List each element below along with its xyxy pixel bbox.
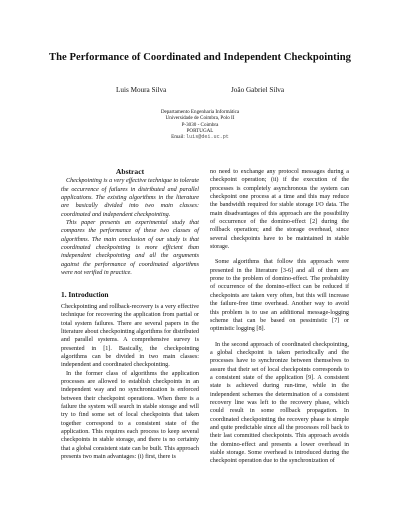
body-paragraph: In the former class of algorithms the application processes are allowed to establish checkpoints in an independent way and no synchronization is enforced between their checkpoint operations. When there is a failure the system will search in stable storage and will try to find some set of local checkpoints that taken together correspond to a consistent state of the application. This requires each process to keep several checkpoints in stable storage, and there is no certainty that a global consistent state can be built. This approach presents two main advantages: (i) first, there is [61,370,199,460]
email-line [0,134,400,140]
abstract-paragraph: This paper presents an experimental study that compares the performance of these two classes of algorithms. The main conclusion of our study is that coordinated checkpointing is more efficient than independent checkpointing and all the arguments against the performance of coordinated algorithms were not verified in practice. [61,220,199,277]
email-address[interactable]: luis@dei.uc.pt [186,134,229,141]
affiliation-line: P-3030 - Coimbra [181,121,219,128]
section-heading: 1. Introduction [61,290,109,300]
affiliation-line: PORTUGAL [186,127,214,134]
body-paragraph: Checkpointing and rollback-recovery is a very effective technique for recovering the application from partial or total system failures. There are several papers in the literature about checkpointing algorithms for distributed and parallel systems. A comprehensive survey is presented in [1]. Basically, the checkpointing algorithms can be divided in two main classes: independent and coordinated checkpointing. [61,303,199,369]
body-paragraph: no need to exchange any protocol messages during a checkpoint operation; (ii) if the execution of the processes is completely asynchronous the system can checkpoint one process at a time and this may reduce the bandwidth required for stable storage I/O data. The main disadvantages of this approach are the possibility of occurrence of the domino-effect [2] during the rollback operation; and the storage overhead, since several checkpoints have to be maintained in stable storage. [210,169,349,251]
abstract-heading: Abstract [115,167,145,176]
author-name: Luis Moura Silva [116,86,167,94]
left-column [61,168,199,461]
body-paragraph: In the second approach of coordinated checkpointing, a global checkpoint is taken periodically and the processes have to synchronize between themselves to assure that their set of local checkpoints corresponds to a consistent state of the application [9]. A consistent state is achieved during run-time, while in the independent schemes the determination of a consistent recovery line was left to the recovery phase, which could result in some rollback propagation. In coordinated checkpointing the recovery phase is simple and quite predictable since all the processes roll back to their last committed checkpoints. This approach avoids the domino-effect and presents a lower overhead in stable storage. Some overhead is introduced during the checkpoint operation due to the synchronization of [210,341,349,465]
affiliation-line: Universidade de Coimbra, Polo II [165,115,235,122]
right-column [210,168,349,466]
abstract-paragraph: Checkpointing is a very effective technique to tolerate the occurrence of failures in distributed and parallel applications. The existing algorithms in the literature are basically divided into two main classes: coordinated and independent checkpointing. [61,178,199,218]
affiliation-block [0,109,400,140]
email-label: Email: [171,134,185,141]
paper-title: The Performance of Coordinated and Independent Checkpointing [49,52,351,63]
body-paragraph: Some algorithms that follow this approach were presented in the literature [3-6] and all of them are prone to the problem of domino-effect. The probability of occurrence of the domino-effect can be reduced if checkpoints are taken very often, but this will increase the failure-free time overhead. Another way to avoid this problem is to use an additional message-logging scheme that can be based on pessimistic [7] or optimistic logging [8]. [210,259,349,333]
affiliation-line: Departamento Engenharia Informática [160,109,240,115]
author-name: João Gabriel Silva [231,86,285,94]
